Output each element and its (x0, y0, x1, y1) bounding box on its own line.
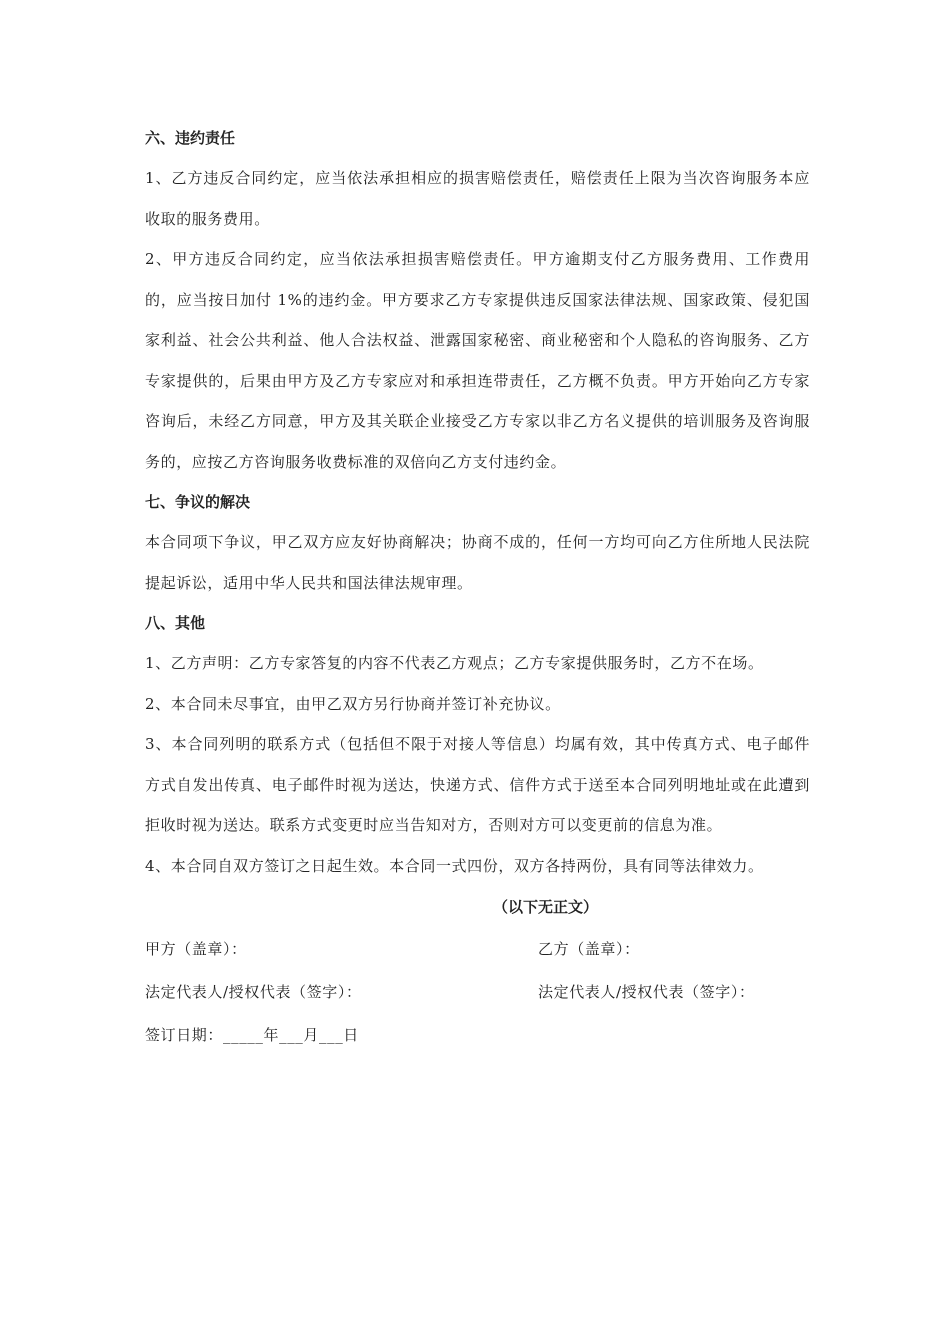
section-6-clause-2: 2、甲方违反合同约定，应当依法承担损害赔偿责任。甲方逾期支付乙方服务费用、工作费用的，应当按日加付 1%的违约金。甲方要求乙方专家提供违反国家法律法规、国家政策、侵犯国家利益、社会公共利益、他人合法权益、泄露国家秘密、商业秘密和个人隐私的咨询服务、乙方专家提供的，后果由甲方及乙方专家应对和承担连带责任，乙方概不负责。甲方开始向乙方专家咨询后，未经乙方同意，甲方及其关联企业接受乙方专家以非乙方名义提供的培训服务及咨询服务的，应按乙方咨询服务收费标准的双倍向乙方支付违约金。 (145, 250, 810, 471)
seal-row (145, 928, 810, 971)
party-b-representative-label: 法定代表人/授权代表（签字）： (538, 983, 755, 1001)
party-a-representative-label: 法定代表人/授权代表（签字）： (145, 983, 362, 1001)
section-7-title: 七、争议的解决 (145, 493, 251, 511)
representative-row (145, 971, 810, 1014)
signing-date-line: 签订日期：_____年___月___日 (145, 1026, 359, 1044)
end-of-text-note: （以下无正文） (493, 898, 599, 916)
contract-page (145, 118, 810, 1057)
section-8-clause-2: 2、本合同未尽事宜，由甲乙双方另行协商并签订补充协议。 (145, 694, 561, 713)
section-6-title: 六、违约责任 (145, 129, 236, 147)
section-8-clause-1: 1、乙方声明：乙方专家答复的内容不代表乙方观点；乙方专家提供服务时，乙方不在场。 (145, 654, 764, 672)
section-8-clause-3: 3、本合同列明的联系方式（包括但不限于对接人等信息）均属有效，其中传真方式、电子邮件方式自发出传真、电子邮件时视为送达，快递方式、信件方式于送至本合同列明地址或在此遭到拒收时视为送达。联系方式变更时应当告知对方，否则对方可以变更前的信息为准。 (145, 735, 810, 834)
section-8-title: 八、其他 (145, 614, 206, 632)
section-6-clause-1: 1、乙方违反合同约定，应当依法承担相应的损害赔偿责任，赔偿责任上限为当次咨询服务本应收取的服务费用。 (145, 169, 810, 228)
party-a-seal-label: 甲方（盖章）： (145, 940, 247, 958)
section-8-clause-4: 4、本合同自双方签订之日起生效。本合同一式四份，双方各持两份，具有同等法律效力。 (145, 856, 764, 875)
section-7-clause-1: 本合同项下争议，甲乙双方应友好协商解决；协商不成的，任何一方均可向乙方住所地人民法院提起诉讼，适用中华人民共和国法律法规审理。 (145, 533, 810, 592)
party-b-seal-label: 乙方（盖章）： (538, 940, 640, 958)
